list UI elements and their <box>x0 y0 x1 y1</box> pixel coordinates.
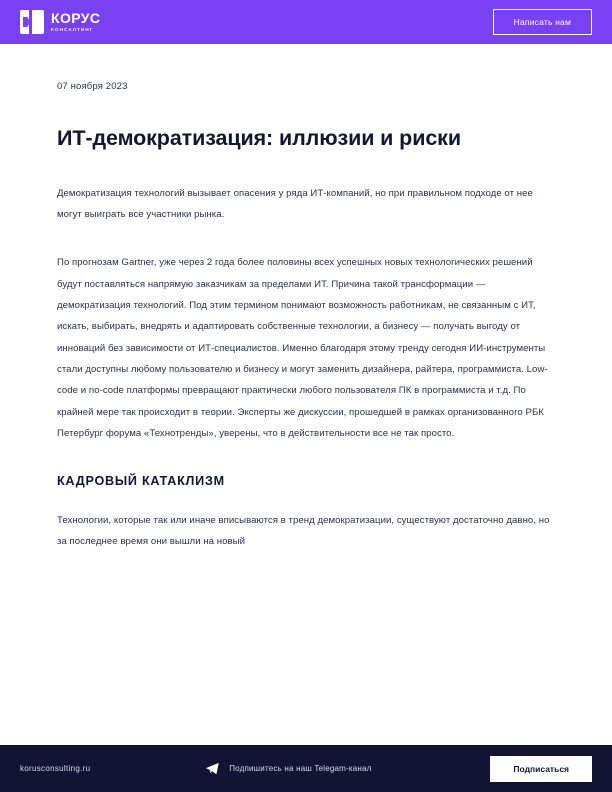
site-header <box>0 0 612 44</box>
article-lead-paragraph: Демократизация технологий вызывает опасения у ряда ИТ-компаний, но при правильном подходе от нее могут выиграть все участники рынка. <box>57 187 533 221</box>
section-heading: КАДРОВЫЙ КАТАКЛИЗМ <box>57 474 225 489</box>
telegram-paper-plane-icon[interactable] <box>205 761 220 776</box>
brand-logo[interactable] <box>20 10 100 34</box>
article-paragraph-2: Технологии, которые так или иначе вписываются в тренд демократизации, существуют достаточно давно, но за последнее время они вышли на новый <box>57 515 550 548</box>
page-title: ИТ-демократизация: иллюзии и риски <box>57 126 461 150</box>
article-paragraph-1: По прогнозам Gartner, уже через 2 года более половины всех успешных новых технологических решений будут поставляться напрямую заказчикам за пределами ИТ. Причина такой трансформации — демократизация технологий. Под этим термином понимают возможность работникам, не связанным с ИТ, искать, выбирать, внедрять и адаптировать собственные технологии, а бизнесу — получать выгоду от инноваций без зависимости от ИТ-специалистов. Именно благодаря этому тренду сегодня ИИ-инструменты стали доступны любому пользователю и бизнесу и могут заменить дизайнера, райтера, программиста. Low-code и no-code платформы превращают практически любого пользователя ПК в программиста и т.д. По крайней мере так происходит в теории. Эксперты же дискуссии, прошедшей в рамках организованного РБК Петербург форума «Технотренды», уверены, что в действительности все не так просто. <box>57 257 548 439</box>
site-footer <box>0 745 612 792</box>
article-date: 07 ноября 2023 <box>57 81 128 92</box>
subscribe-button[interactable]: Подписаться <box>490 756 592 782</box>
brand-subtitle: КОНСАЛТИНГ <box>51 27 94 33</box>
contact-us-button[interactable]: Написать нам <box>493 9 592 35</box>
footer-website-link[interactable]: korusconsulting.ru <box>20 764 91 773</box>
footer-telegram-text: Подпишитесь на наш Telegam-канал <box>229 764 372 773</box>
korus-logo-mark-icon <box>20 10 44 34</box>
brand-text <box>51 11 100 32</box>
article-container <box>0 44 612 553</box>
brand-name: КОРУС <box>51 10 101 27</box>
footer-telegram-block <box>90 761 486 776</box>
